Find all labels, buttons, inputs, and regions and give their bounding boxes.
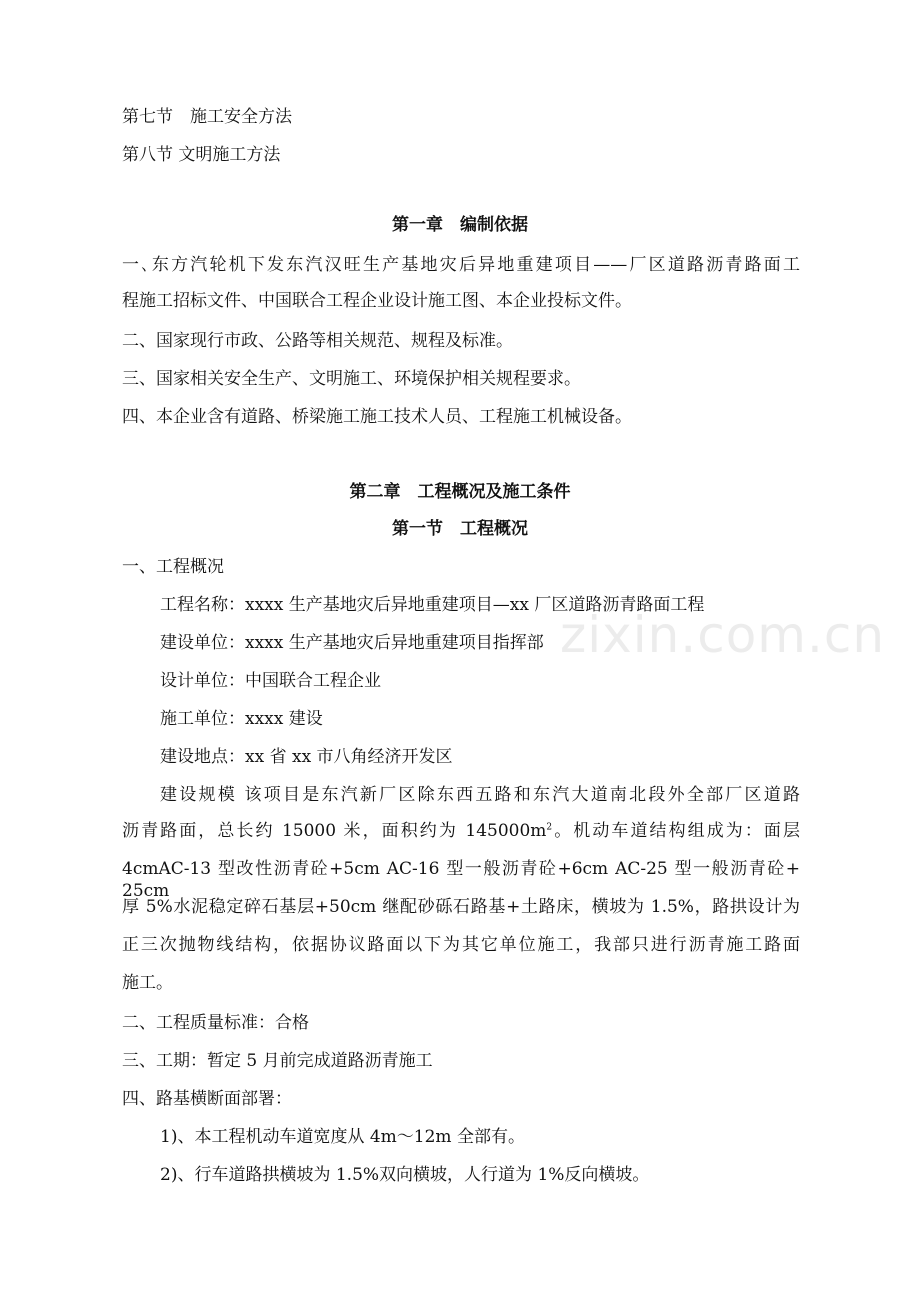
- construction-period: 三、工期：暂定 5 月前完成道路沥青施工: [122, 1051, 433, 1071]
- scale-line-6: 施工。: [122, 973, 173, 993]
- builder-unit: 建设单位：xxxx 生产基地灾后异地重建项目指挥部: [160, 633, 544, 653]
- ch1-paragraph-3: 三、国家相关安全生产、文明施工、环境保护相关规程要求。: [122, 369, 581, 389]
- watermark: zixin.com.cn: [560, 606, 886, 664]
- construction-unit: 施工单位：xxxx 建设: [160, 709, 323, 729]
- ch1-paragraph-4: 四、本企业含有道路、桥梁施工施工技术人员、工程施工机械设备。: [122, 407, 632, 427]
- cross-section-item-1: 1)、本工程机动车道宽度从 4m～12m 全部有。: [160, 1127, 525, 1147]
- ch1-paragraph-1-line-1: 一､东方汽轮机下发东汽汉旺生产基地灾后异地重建项目——厂区道路沥青路面工: [122, 255, 800, 275]
- toc-section-7: 第七节 施工安全方法: [122, 107, 292, 127]
- design-unit: 设计单位：中国联合工程企业: [160, 671, 381, 691]
- scale-line-5: 正三次抛物线结构，依据协议路面以下为其它单位施工，我部只进行沥青施工路面: [122, 935, 800, 955]
- scale-line-2: [122, 820, 800, 842]
- scale-line-2-text-a: 沥青路面，总长约 15000 米，面积约为 145000m: [122, 821, 547, 841]
- cross-section-item-2: 2)、行车道路拱横坡为 1.5%双向横坡，人行道为 1%反向横坡。: [160, 1165, 650, 1185]
- quality-standard: 二、工程质量标准：合格: [122, 1013, 309, 1033]
- scale-line-3: 4cmAC-13 型改性沥青砼+5cm AC-16 型一般沥青砼+6cm AC-25 型一般沥青砼+ 25cm: [122, 859, 800, 901]
- ch1-paragraph-2: 二、国家现行市政、公路等相关规范、规程及标准。: [122, 331, 513, 351]
- chapter-1-title: 第一章 编制依据: [392, 215, 528, 235]
- construction-location: 建设地点：xx 省 xx 市八角经济开发区: [160, 747, 453, 767]
- cross-section-heading: 四、路基横断面部署：: [122, 1089, 292, 1109]
- scale-line-2-text-b: 。机动车道结构组成为：面层: [552, 821, 801, 841]
- project-name: 工程名称：xxxx 生产基地灾后异地重建项目—xx 厂区道路沥青路面工程: [160, 595, 705, 615]
- chapter-2-title: 第二章 工程概况及施工条件: [349, 482, 571, 502]
- scale-line-4: 厚 5%水泥稳定碎石基层+50cm 继配砂砾石路基+土路床，横坡为 1.5%，路拱设计为: [122, 897, 800, 917]
- scale-line-1: 建设规模 该项目是东汽新厂区除东西五路和东汽大道南北段外全部厂区道路: [160, 785, 800, 805]
- section-1-title: 第一节 工程概况: [392, 519, 528, 539]
- ch1-paragraph-1-line-2: 程施工招标文件、中国联合工程企业设计施工图、本企业投标文件。: [122, 291, 632, 311]
- overview-label: 一、工程概况: [122, 557, 224, 577]
- toc-section-8: 第八节 文明施工方法: [122, 145, 281, 165]
- superscript-2: 2: [546, 822, 553, 833]
